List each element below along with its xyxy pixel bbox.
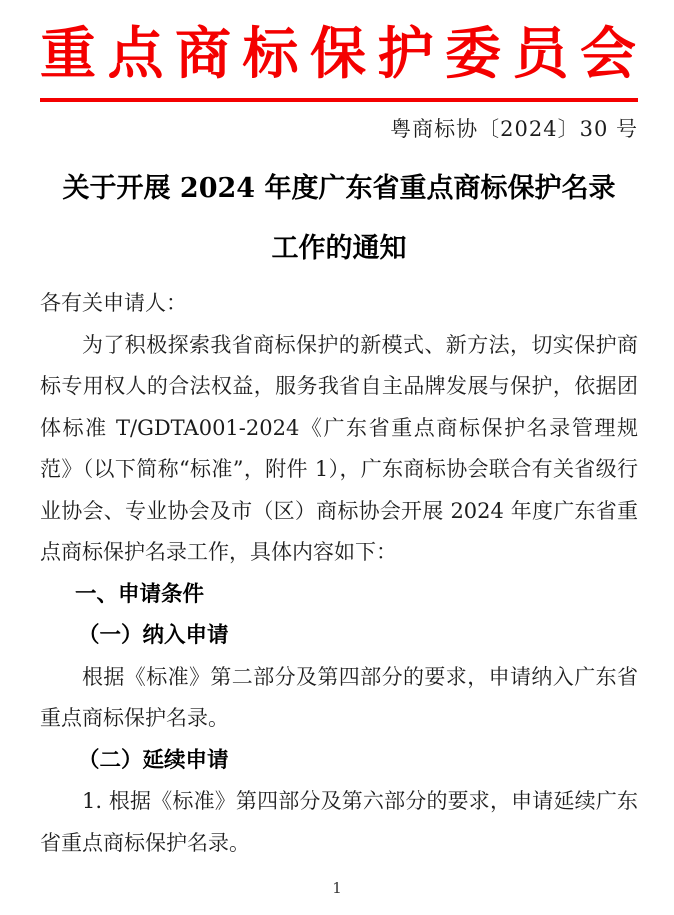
document-title-line1: 关于开展 2024 年度广东省重点商标保护名录 — [62, 173, 616, 205]
page-number: 1 — [332, 879, 342, 897]
intro-paragraph: 为了积极探索我省商标保护的新模式、新方法，切实保护商标专用权人的合法权益，服务我省自主品牌发展与保护，依据团体标准 T/GDTA001-2024《广东省重点商标保护名录管理规范》（以下简称“标准”，附件 1），广东商标协会联合有关省级行业协会、专业协会及市（区）商标协会开展 2024 年度广东省重点商标保护名录工作，具体内容如下： — [40, 332, 638, 565]
page-footer — [0, 878, 674, 897]
doc-number: 粤商标协〔2024〕30 号 — [390, 117, 638, 142]
document-body — [40, 283, 638, 864]
document-title — [40, 159, 638, 279]
document-title-line2: 工作的通知 — [271, 233, 407, 265]
letterhead-divider — [40, 98, 638, 102]
inclusion-application-paragraph: 根据《标准》第二部分及第四部分的要求，申请纳入广东省重点商标保护名录。 — [40, 664, 638, 731]
letterhead-org-name: 重点商标保护委员会 — [40, 21, 638, 87]
salutation: 各有关申请人： — [40, 291, 187, 316]
section-heading-application-conditions: 一、申请条件 — [75, 581, 205, 606]
renewal-application-paragraph: 1. 根据《标准》第四部分及第六部分的要求，申请延续广东省重点商标保护名录。 — [40, 789, 638, 855]
letterhead — [40, 20, 638, 143]
subsection-heading-renewal-application: （二）延续申请 — [78, 747, 229, 773]
subsection-heading-inclusion-application: （一）纳入申请 — [78, 623, 229, 649]
